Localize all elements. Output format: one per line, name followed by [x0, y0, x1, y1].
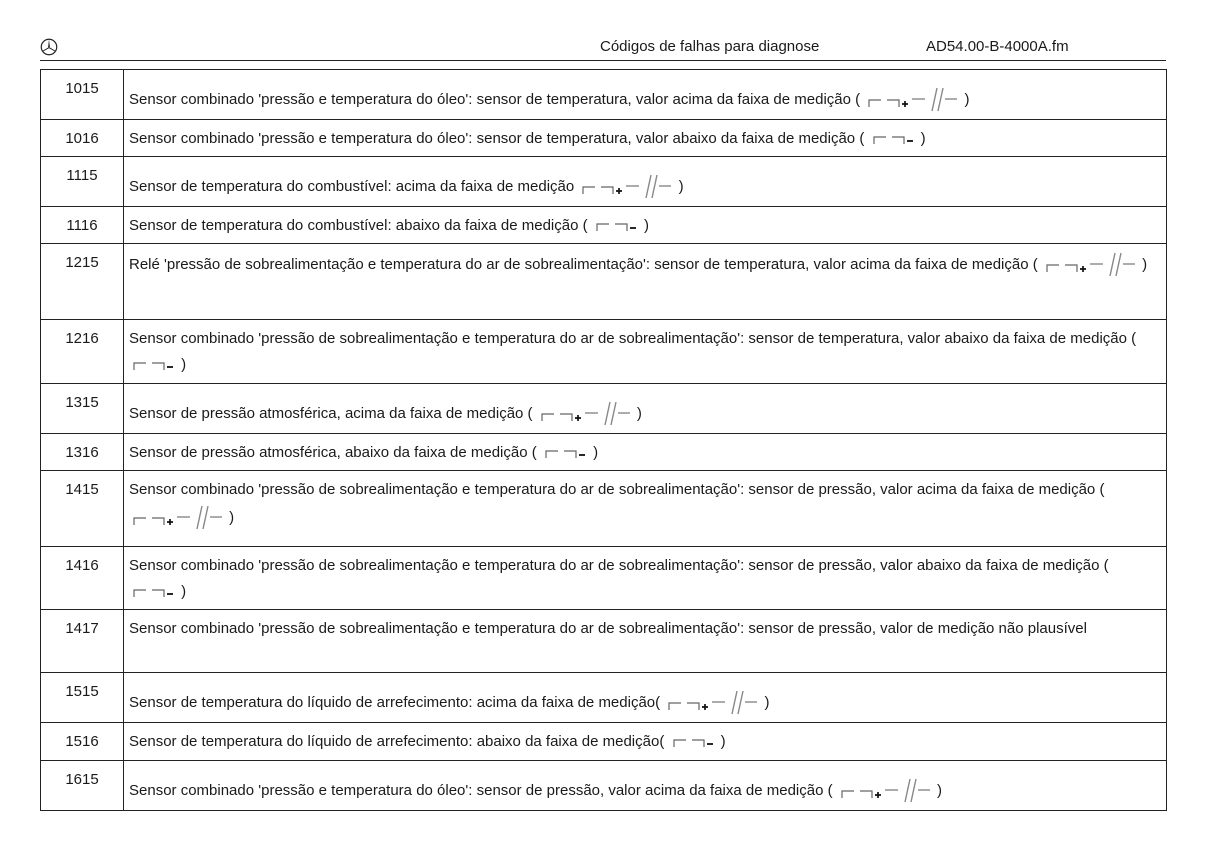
fault-code: 1515	[41, 673, 124, 723]
description-text: Sensor de pressão atmosférica, abaixo da faixa de medição (	[129, 444, 537, 461]
table-row	[41, 471, 1167, 547]
closing-paren: )	[1142, 255, 1148, 273]
description-text: Sensor combinado 'pressão de sobrealimentação e temperatura do ar de sobrealimentação': sensor de pressão, valor de medição não plausível	[129, 620, 1087, 637]
closing-paren: )	[678, 177, 684, 195]
fault-code-table	[40, 69, 1167, 811]
table-row	[41, 320, 1167, 384]
closing-paren: )	[181, 356, 187, 373]
closing-paren: )	[964, 90, 970, 108]
fault-code: 1115	[41, 157, 124, 207]
below-range-symbol-icon	[131, 583, 175, 601]
table-row	[41, 434, 1167, 471]
above-range-symbol-icon	[839, 776, 931, 806]
description-text: Sensor de pressão atmosférica, acima da faixa de medição (	[129, 404, 533, 422]
fault-description	[124, 761, 1167, 811]
table-row	[41, 610, 1167, 673]
fault-description	[124, 157, 1167, 207]
closing-paren: )	[181, 583, 187, 600]
fault-code: 1316	[41, 434, 124, 471]
fault-code: 1016	[41, 120, 124, 157]
header-divider	[40, 60, 1166, 61]
fault-description	[124, 244, 1167, 320]
closing-paren: )	[936, 781, 942, 799]
description-text: Sensor combinado 'pressão de sobrealimentação e temperatura do ar de sobrealimentação': sensor de pressão, valor acima da faixa de medição (	[129, 481, 1105, 498]
description-text: Relé 'pressão de sobrealimentação e temperatura do ar de sobrealimentação': sensor de temperatura, valor acima da faixa de medição (	[129, 255, 1038, 273]
description-text: Sensor de temperatura do combustível: acima da faixa de medição	[129, 177, 575, 195]
closing-paren: )	[920, 130, 926, 147]
document-id: AD54.00-B-4000A.fm	[926, 38, 1069, 55]
fault-description	[124, 547, 1167, 610]
closing-paren: )	[229, 508, 235, 526]
description-text: Sensor combinado 'pressão e temperatura do óleo': sensor de pressão, valor acima da faixa de medição (	[129, 781, 833, 799]
header-title: Códigos de falhas para diagnose	[600, 38, 820, 55]
fault-description	[124, 471, 1167, 547]
fault-code: 1315	[41, 384, 124, 434]
table-row	[41, 244, 1167, 320]
above-range-symbol-icon	[666, 688, 758, 718]
fault-description	[124, 610, 1167, 673]
fault-description	[124, 207, 1167, 244]
below-range-symbol-icon	[131, 356, 175, 374]
below-range-symbol-icon	[671, 733, 715, 751]
closing-paren: )	[593, 444, 599, 461]
description-text: Sensor de temperatura do líquido de arrefecimento: acima da faixa de medição(	[129, 693, 661, 711]
closing-paren: )	[636, 404, 642, 422]
fault-description	[124, 673, 1167, 723]
fault-description	[124, 120, 1167, 157]
above-range-symbol-icon	[539, 399, 631, 429]
table-row	[41, 157, 1167, 207]
fault-description	[124, 384, 1167, 434]
description-text: Sensor combinado 'pressão e temperatura do óleo': sensor de temperatura, valor acima da faixa de medição (	[129, 90, 861, 108]
closing-paren: )	[643, 217, 649, 234]
fault-description	[124, 434, 1167, 471]
description-text: Sensor combinado 'pressão de sobrealimentação e temperatura do ar de sobrealimentação': sensor de pressão, valor abaixo da faixa de medição (	[129, 557, 1109, 574]
table-row	[41, 70, 1167, 120]
fault-code: 1415	[41, 471, 124, 547]
below-range-symbol-icon	[871, 130, 915, 148]
table-row	[41, 120, 1167, 157]
table-row	[41, 547, 1167, 610]
description-text: Sensor combinado 'pressão e temperatura do óleo': sensor de temperatura, valor abaixo da faixa de medição (	[129, 130, 865, 147]
fault-description	[124, 723, 1167, 761]
above-range-symbol-icon	[580, 172, 672, 202]
description-text: Sensor combinado 'pressão de sobrealimentação e temperatura do ar de sobrealimentação': sensor de temperatura, valor abaixo da faixa de medição (	[129, 330, 1137, 347]
below-range-symbol-icon	[594, 217, 638, 235]
fault-code: 1516	[41, 723, 124, 761]
fault-code: 1116	[41, 207, 124, 244]
fault-description	[124, 70, 1167, 120]
fault-code: 1015	[41, 70, 124, 120]
table-row	[41, 207, 1167, 244]
closing-paren: )	[764, 693, 770, 711]
fault-code: 1417	[41, 610, 124, 673]
table-row	[41, 673, 1167, 723]
description-text: Sensor de temperatura do líquido de arrefecimento: abaixo da faixa de medição(	[129, 733, 665, 750]
fault-code: 1215	[41, 244, 124, 320]
fault-code: 1216	[41, 320, 124, 384]
above-range-symbol-icon	[866, 85, 958, 115]
above-range-symbol-icon	[1044, 250, 1136, 280]
fault-code: 1615	[41, 761, 124, 811]
table-row	[41, 761, 1167, 811]
page-header	[40, 36, 1166, 60]
closing-paren: )	[720, 733, 726, 750]
below-range-symbol-icon	[543, 444, 587, 462]
table-row	[41, 384, 1167, 434]
fault-description	[124, 320, 1167, 384]
description-text: Sensor de temperatura do combustível: abaixo da faixa de medição (	[129, 217, 588, 234]
above-range-symbol-icon	[131, 503, 223, 533]
table-row	[41, 723, 1167, 761]
mercedes-star-icon	[40, 38, 58, 56]
fault-code: 1416	[41, 547, 124, 610]
